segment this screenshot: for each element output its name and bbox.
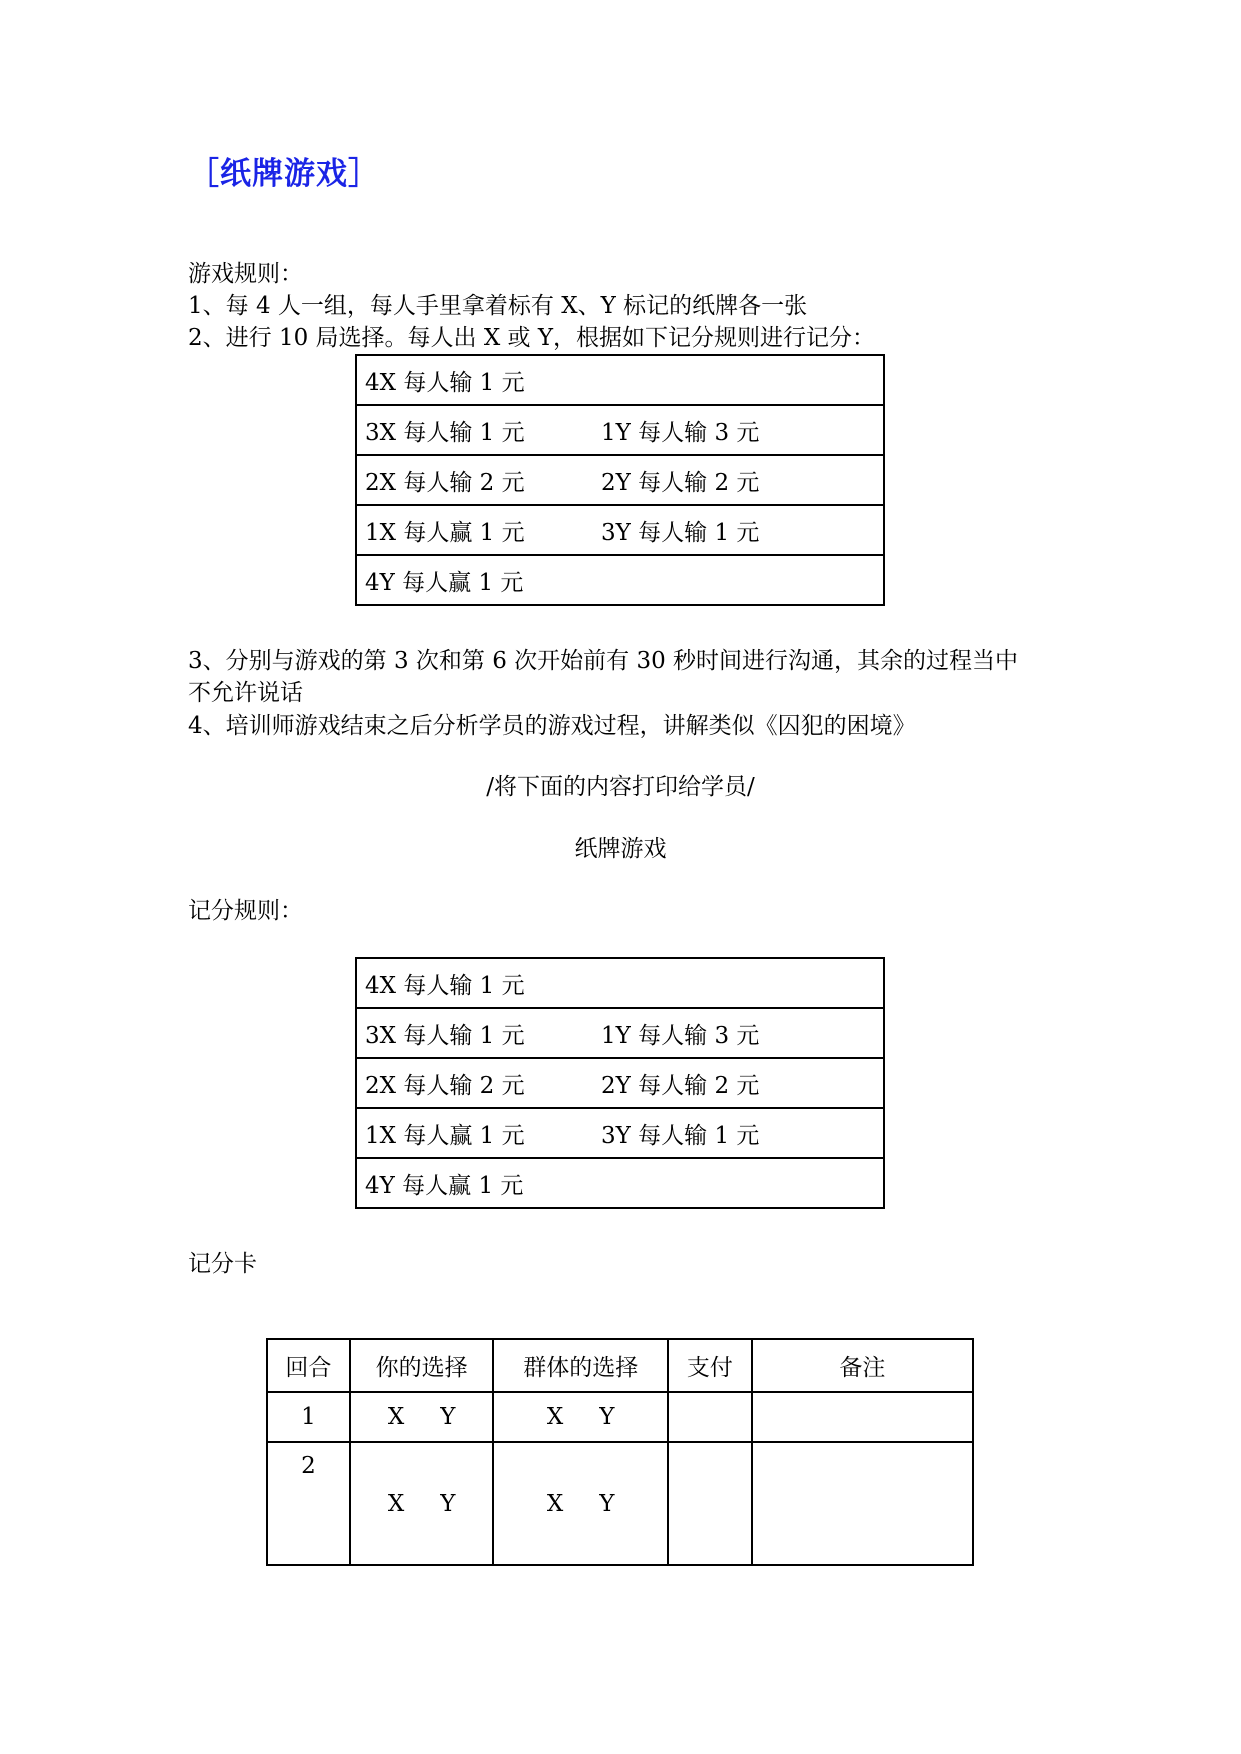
note-cell[interactable] (752, 1392, 973, 1442)
scoring-heading: 记分规则： (188, 898, 303, 924)
print-note: /将下面的内容打印给学员/ (486, 774, 755, 800)
table-row (267, 1392, 973, 1442)
option-y[interactable]: Y (599, 1404, 615, 1430)
option-y[interactable]: Y (599, 1490, 615, 1517)
scoring-table-1 (355, 354, 885, 606)
scorecard-table (266, 1338, 974, 1566)
cell-x: 4X 每人输 1 元 (365, 972, 525, 999)
rule-1: 1、每 4 人一组，每人手里拿着标有 X、Y 标记的纸牌各一张 (188, 293, 808, 319)
payment-cell[interactable] (668, 1392, 752, 1442)
option-x[interactable]: X (387, 1404, 405, 1430)
header-your-choice: 你的选择 (350, 1339, 494, 1392)
cell-x: 2X 每人输 2 元 (365, 1072, 525, 1099)
table-header-row (267, 1339, 973, 1392)
cell-y: 3Y 每人输 1 元 (601, 519, 760, 546)
scoring-table-2 (355, 957, 885, 1209)
group-choice-cell[interactable] (493, 1392, 668, 1442)
cell-x: 1X 每人赢 1 元 (365, 1122, 525, 1149)
round-cell: 2 (267, 1442, 350, 1565)
cell-x: 3X 每人输 1 元 (365, 419, 525, 446)
rule-3-line-2: 不允许说话 (188, 680, 303, 706)
table-row (356, 405, 884, 455)
header-note: 备注 (752, 1339, 973, 1392)
table-cell (356, 505, 884, 555)
your-choice-cell[interactable] (350, 1442, 494, 1565)
option-y[interactable]: Y (440, 1490, 456, 1517)
group-choice-cell[interactable] (493, 1442, 668, 1565)
cell-x: 1X 每人赢 1 元 (365, 519, 525, 546)
round-cell: 1 (267, 1392, 350, 1442)
table-cell (356, 1108, 884, 1158)
table-cell (356, 958, 884, 1008)
table-row (356, 1008, 884, 1058)
cell-y: 3Y 每人输 1 元 (601, 1122, 760, 1149)
table-cell (356, 1008, 884, 1058)
table-cell (356, 405, 884, 455)
header-payment: 支付 (668, 1339, 752, 1392)
table-row (356, 355, 884, 405)
table-cell (356, 355, 884, 405)
option-x[interactable]: X (387, 1490, 405, 1517)
page-title: ［纸牌游戏］ (188, 156, 380, 192)
cell-y: 1Y 每人输 3 元 (601, 1022, 760, 1049)
table-cell (356, 555, 884, 605)
table-row (356, 1108, 884, 1158)
payment-cell[interactable] (668, 1442, 752, 1565)
rule-2: 2、进行 10 局选择。每人出 X 或 Y，根据如下记分规则进行记分： (188, 325, 876, 351)
table-row (356, 455, 884, 505)
cell-x: 4X 每人输 1 元 (365, 369, 525, 396)
note-cell[interactable] (752, 1442, 973, 1565)
rule-3-line-1: 3、分别与游戏的第 3 次和第 6 次开始前有 30 秒时间进行沟通，其余的过程当中 (188, 648, 1019, 674)
table-row (356, 1058, 884, 1108)
option-x[interactable]: X (546, 1404, 564, 1430)
rule-4: 4、培训师游戏结束之后分析学员的游戏过程，讲解类似《囚犯的困境》 (188, 713, 916, 739)
table-row (356, 505, 884, 555)
cell-y: 2Y 每人输 2 元 (601, 1072, 760, 1099)
table-cell (356, 1158, 884, 1208)
header-round: 回合 (267, 1339, 350, 1392)
rules-heading: 游戏规则： (188, 261, 303, 287)
table-row (356, 1158, 884, 1208)
cell-x: 4Y 每人赢 1 元 (365, 569, 524, 596)
table-row (356, 958, 884, 1008)
cell-x: 3X 每人输 1 元 (365, 1022, 525, 1049)
table-cell (356, 1058, 884, 1108)
handout-title: 纸牌游戏 (574, 836, 667, 862)
cell-y: 2Y 每人输 2 元 (601, 469, 760, 496)
scorecard-heading: 记分卡 (188, 1251, 257, 1277)
option-y[interactable]: Y (440, 1404, 456, 1430)
table-row (356, 555, 884, 605)
option-x[interactable]: X (546, 1490, 564, 1517)
cell-x: 2X 每人输 2 元 (365, 469, 525, 496)
header-group-choice: 群体的选择 (493, 1339, 668, 1392)
cell-x: 4Y 每人赢 1 元 (365, 1172, 524, 1199)
cell-y: 1Y 每人输 3 元 (601, 419, 760, 446)
your-choice-cell[interactable] (350, 1392, 494, 1442)
table-cell (356, 455, 884, 505)
table-row (267, 1442, 973, 1565)
